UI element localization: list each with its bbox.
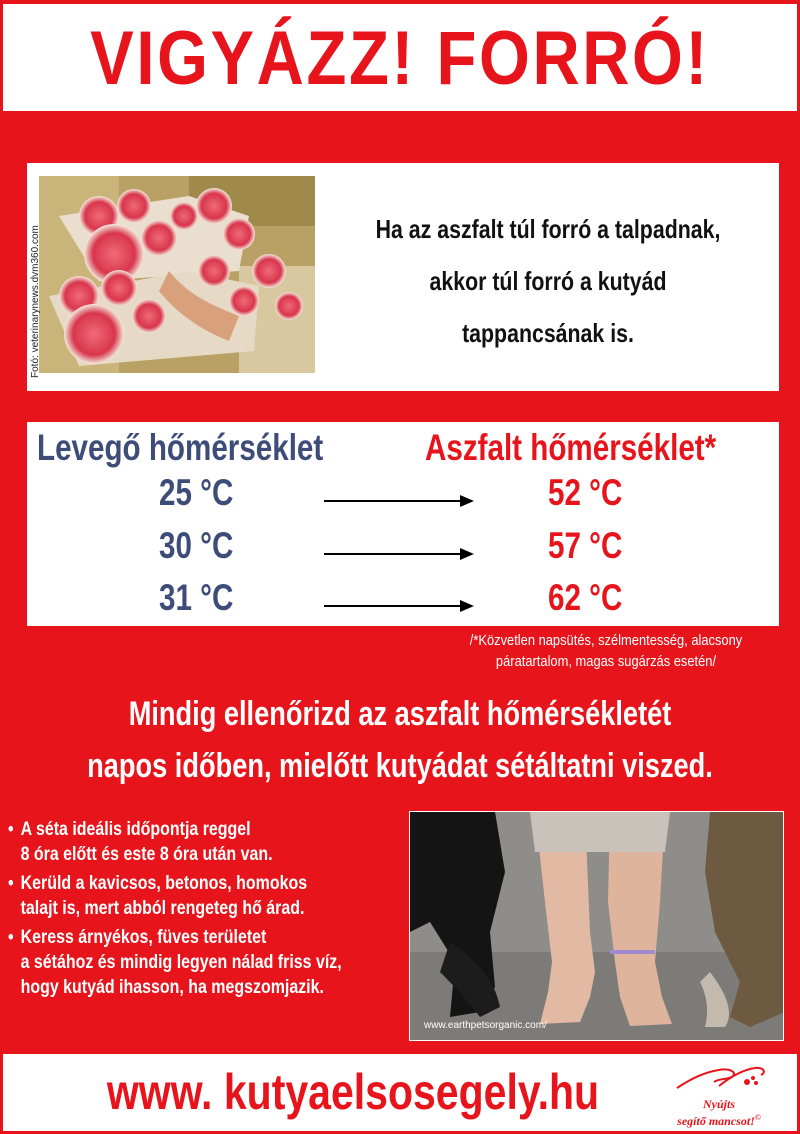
tip-line: hogy kutyád ihasson, ha megszomjazik. xyxy=(20,977,324,998)
title-band xyxy=(3,4,797,111)
temperature-row xyxy=(27,472,779,524)
warning-panel xyxy=(27,163,779,391)
website-band xyxy=(3,1054,797,1131)
main-message-line: Mindig ellenőrizd az aszfalt hőmérsékletét xyxy=(128,695,672,733)
air-temperature-value: 30 °C xyxy=(159,525,234,566)
footnote-line: /*Közvetlen napsütés, szélmentesség, alacsony xyxy=(469,632,743,649)
bullet-icon: • xyxy=(8,927,14,948)
footnote-line: páratartalom, magas sugárzás esetén/ xyxy=(495,653,717,670)
tip-item xyxy=(8,817,411,867)
warning-line: Ha az aszfalt túl forró a talpadnak, xyxy=(375,214,721,244)
temperature-row xyxy=(27,577,779,629)
tip-line: A séta ideális időpontja reggel xyxy=(20,819,251,840)
logo-line: Nyújts xyxy=(702,1097,735,1111)
asphalt-temperature-value: 62 °C xyxy=(548,577,623,618)
temperature-footnote xyxy=(451,630,761,672)
hand-paw-icon xyxy=(659,1058,779,1098)
tip-line: Keress árnyékos, füves területet xyxy=(20,927,267,948)
bullet-icon: • xyxy=(8,819,14,840)
tip-item xyxy=(8,871,411,921)
temperature-table xyxy=(27,422,779,626)
poster-title: VIGYÁZZ! FORRÓ! xyxy=(90,16,710,101)
air-temperature-header: Levegő hőmérséklet xyxy=(37,427,324,468)
dog-and-bare-feet-photo xyxy=(409,811,784,1041)
asphalt-temperature-header: Aszfalt hőmérséklet* xyxy=(425,427,717,468)
helping-paw-logo xyxy=(659,1058,779,1128)
asphalt-temperature-value: 52 °C xyxy=(548,472,623,513)
copyright-mark: © xyxy=(754,1113,761,1122)
logo-slogan: segítő mancsot! xyxy=(677,1114,755,1128)
paw-warning-text xyxy=(364,203,733,359)
air-temperature-value: 31 °C xyxy=(159,577,234,618)
temperature-row xyxy=(27,525,779,577)
warning-line: akkor túl forró a kutyád xyxy=(429,266,667,296)
logo-line xyxy=(659,1111,779,1128)
burned-paws-photo xyxy=(39,176,315,373)
warning-line: tappancsának is. xyxy=(462,318,634,348)
right-arrow-icon xyxy=(324,600,474,612)
tip-item xyxy=(8,925,411,1000)
tip-line: talajt is, mert abból rengeteg hő árad. xyxy=(20,898,305,919)
right-arrow-icon xyxy=(324,548,474,560)
tip-line: 8 óra előtt és este 8 óra után van. xyxy=(20,844,273,865)
paw-photo-credit: Fotó: veterinarynews.dvm360.com xyxy=(30,225,41,378)
tip-line: a sétához és mindig legyen nálad friss víz, xyxy=(20,952,342,973)
asphalt-temperature-value: 57 °C xyxy=(548,525,623,566)
tip-line: Kerüld a kavicsos, betonos, homokos xyxy=(20,873,308,894)
right-arrow-icon xyxy=(324,495,474,507)
website-link[interactable]: www. kutyaelsosegely.hu xyxy=(106,1064,600,1120)
bullet-icon: • xyxy=(8,873,14,894)
main-message xyxy=(80,688,720,792)
dog-photo-credit: www.earthpetsorganic.com/ xyxy=(424,1020,547,1031)
tips-list xyxy=(8,817,428,1004)
main-message-line: napos időben, mielőtt kutyádat sétáltatni viszed. xyxy=(87,747,713,785)
air-temperature-value: 25 °C xyxy=(159,472,234,513)
